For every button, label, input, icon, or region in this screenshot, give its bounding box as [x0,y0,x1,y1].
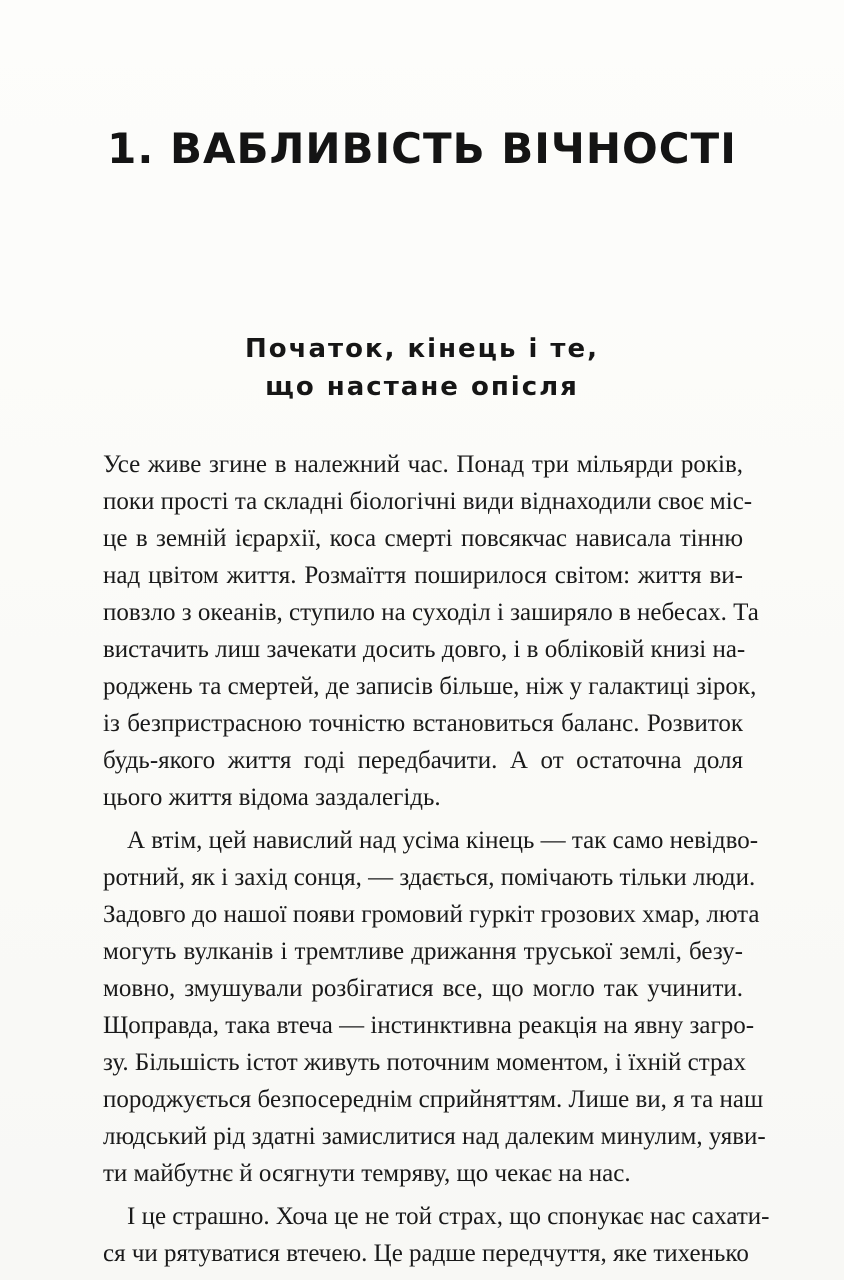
paragraph [103,1198,770,1272]
text-line: вистачить лиш зачекати досить довго, і в обліковій книзі на- [103,636,746,663]
text-line: людський рід здатні замислитися над далеким минулим, уяви- [103,1123,766,1150]
text-line: породжується безпосереднім сприйняттям. Лише ви, я та наш [103,1086,764,1113]
text-line: над цвітом життя. Розмаїття поширилося світом: життя ви- [103,562,743,589]
text-line: Задовго до нашої появи громовий гуркіт грозових хмар, люта [103,901,760,928]
chapter-title: 1. ВАБЛИВІСТЬ ВІЧНОСТІ [107,124,737,173]
text-line: Усе живе згине в належний час. Понад три мільярди років, [103,451,743,478]
section-title-line: Початок, кінець і те, [245,334,599,364]
text-line: зу. Більшість істот живуть поточним моментом, і їхній страх [103,1049,747,1076]
text-line: ся чи рятуватися втечею. Це радше передчуття, яке тихенько [103,1240,749,1267]
text-line: роджень та смертей, де записів більше, ніж у галактиці зірок, [103,673,757,700]
text-line: могуть вулканів і тремтливе дрижання труської землі, безу- [103,938,743,965]
text-line: це в земній ієрархії, коса смерті повсякчас нависала тінню [103,525,743,552]
text-line: Щоправда, така втеча — інстинктивна реакція на явну загро- [103,1012,755,1039]
text-line: цього життя відома заздалегідь. [103,784,441,811]
text-line: будь-якого життя годі передбачити. А от остаточна доля [103,747,743,774]
text-line: поки прості та складні біологічні види віднаходили своє міс- [103,488,753,515]
body-text [103,446,770,1272]
text-line: ротний, як і захід сонця, — здається, помічають тільки люди. [103,864,756,891]
text-line: із безпристрасною точністю встановиться баланс. Розвиток [103,710,743,737]
text-line: І це страшно. Хоча це не той страх, що спонукає нас сахати- [127,1203,770,1230]
paragraph [103,822,766,1192]
text-line: мовно, змушували розбігатися все, що могло так учинити. [103,975,743,1002]
section-title-line: що настане опісля [265,372,579,402]
text-line: ти майбутнє й осягнути темряву, що чекає на нас. [103,1160,631,1187]
text-line: повзло з океанів, ступило на суходіл і заширяло в небесах. Та [103,599,759,626]
paragraph [103,446,759,816]
section-title [0,330,844,406]
text-line: А втім, цей навислий над усіма кінець — так само невідво- [127,827,759,854]
